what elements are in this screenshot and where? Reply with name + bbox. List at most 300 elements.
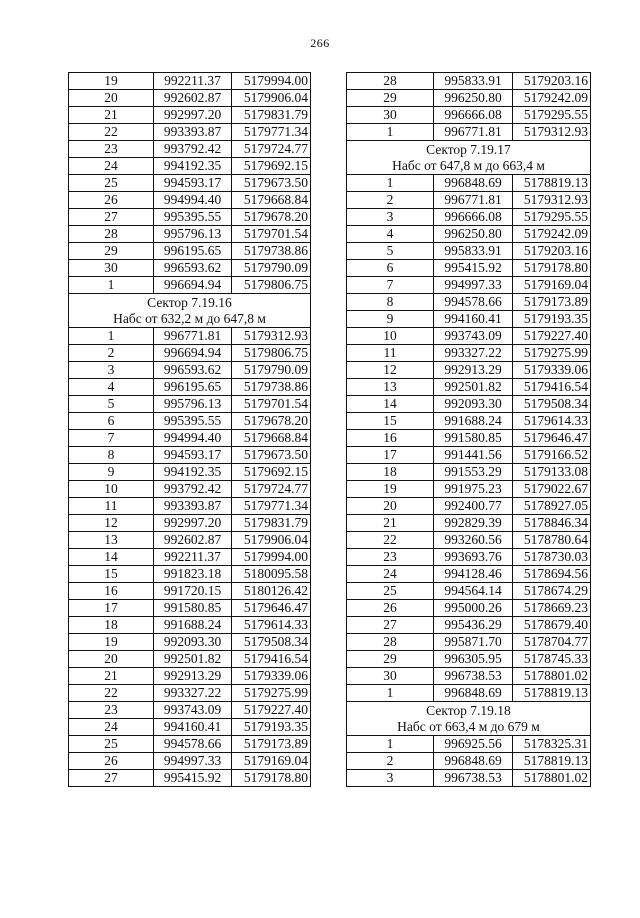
x-coordinate-cell: 992602.87 bbox=[154, 532, 232, 549]
y-coordinate-cell: 5179668.84 bbox=[232, 192, 311, 209]
x-coordinate-cell: 993743.09 bbox=[434, 328, 513, 345]
point-number-cell: 29 bbox=[347, 90, 434, 107]
y-coordinate-cell: 5179831.79 bbox=[232, 107, 311, 124]
y-coordinate-cell: 5179738.86 bbox=[232, 243, 311, 260]
x-coordinate-cell: 995436.29 bbox=[434, 617, 513, 634]
y-coordinate-cell: 5179906.04 bbox=[232, 532, 311, 549]
table-row bbox=[69, 277, 311, 294]
point-number-cell: 25 bbox=[347, 583, 434, 600]
point-number-cell: 21 bbox=[347, 515, 434, 532]
point-number-cell: 30 bbox=[69, 260, 154, 277]
point-number-cell: 6 bbox=[347, 260, 434, 277]
sector-header bbox=[69, 294, 311, 328]
y-coordinate-cell: 5179724.77 bbox=[232, 481, 311, 498]
x-coordinate-cell: 996771.81 bbox=[434, 192, 513, 209]
y-coordinate-cell: 5179295.55 bbox=[513, 209, 591, 226]
table-row bbox=[69, 379, 311, 396]
x-coordinate-cell: 995395.55 bbox=[154, 209, 232, 226]
point-number-cell: 9 bbox=[347, 311, 434, 328]
point-number-cell: 30 bbox=[347, 668, 434, 685]
y-coordinate-cell: 5178730.03 bbox=[513, 549, 591, 566]
table-row bbox=[347, 651, 591, 668]
point-number-cell: 3 bbox=[69, 362, 154, 379]
table-row bbox=[347, 736, 591, 753]
point-number-cell: 26 bbox=[69, 753, 154, 770]
x-coordinate-cell: 995833.91 bbox=[434, 73, 513, 90]
point-number-cell: 25 bbox=[69, 175, 154, 192]
y-coordinate-cell: 5179678.20 bbox=[232, 413, 311, 430]
x-coordinate-cell: 996925.56 bbox=[434, 736, 513, 753]
y-coordinate-cell: 5178927.05 bbox=[513, 498, 591, 515]
y-coordinate-cell: 5179178.80 bbox=[513, 260, 591, 277]
table-row bbox=[347, 583, 591, 600]
point-number-cell: 2 bbox=[347, 753, 434, 770]
y-coordinate-cell: 5179178.80 bbox=[232, 770, 311, 787]
table-row bbox=[69, 464, 311, 481]
table-row bbox=[69, 192, 311, 209]
y-coordinate-cell: 5179646.47 bbox=[513, 430, 591, 447]
y-coordinate-cell: 5179906.04 bbox=[232, 90, 311, 107]
point-number-cell: 1 bbox=[347, 175, 434, 192]
point-number-cell: 21 bbox=[69, 107, 154, 124]
x-coordinate-cell: 992211.37 bbox=[154, 73, 232, 90]
x-coordinate-cell: 996771.81 bbox=[154, 328, 232, 345]
x-coordinate-cell: 994994.40 bbox=[154, 430, 232, 447]
table-row bbox=[69, 702, 311, 719]
y-coordinate-cell: 5180095.58 bbox=[232, 566, 311, 583]
table-row bbox=[347, 260, 591, 277]
x-coordinate-cell: 995395.55 bbox=[154, 413, 232, 430]
x-coordinate-cell: 996771.81 bbox=[434, 124, 513, 141]
y-coordinate-cell: 5179668.84 bbox=[232, 430, 311, 447]
table-row bbox=[69, 549, 311, 566]
point-number-cell: 27 bbox=[69, 770, 154, 787]
sector-title: Сектор 7.19.16 bbox=[147, 294, 232, 310]
y-coordinate-cell: 5179416.54 bbox=[513, 379, 591, 396]
table-row bbox=[347, 396, 591, 413]
table-row bbox=[69, 124, 311, 141]
x-coordinate-cell: 991580.85 bbox=[154, 600, 232, 617]
y-coordinate-cell: 5179673.50 bbox=[232, 175, 311, 192]
point-number-cell: 14 bbox=[347, 396, 434, 413]
y-coordinate-cell: 5178745.33 bbox=[513, 651, 591, 668]
sector-header bbox=[347, 141, 591, 175]
sector-header-row bbox=[347, 702, 591, 736]
table-row bbox=[347, 753, 591, 770]
y-coordinate-cell: 5179133.08 bbox=[513, 464, 591, 481]
x-coordinate-cell: 991975.23 bbox=[434, 481, 513, 498]
y-coordinate-cell: 5178819.13 bbox=[513, 175, 591, 192]
y-coordinate-cell: 5179227.40 bbox=[232, 702, 311, 719]
table-row bbox=[69, 583, 311, 600]
table-row bbox=[69, 685, 311, 702]
point-number-cell: 10 bbox=[69, 481, 154, 498]
table-row bbox=[69, 328, 311, 345]
table-row bbox=[69, 651, 311, 668]
x-coordinate-cell: 992913.29 bbox=[434, 362, 513, 379]
sector-range: Набс от 632,2 м до 647,8 м bbox=[113, 310, 266, 326]
point-number-cell: 16 bbox=[69, 583, 154, 600]
y-coordinate-cell: 5179203.16 bbox=[513, 243, 591, 260]
y-coordinate-cell: 5179173.89 bbox=[232, 736, 311, 753]
x-coordinate-cell: 995415.92 bbox=[154, 770, 232, 787]
table-row bbox=[347, 243, 591, 260]
table-row bbox=[347, 413, 591, 430]
table-row bbox=[69, 209, 311, 226]
table-row bbox=[347, 549, 591, 566]
y-coordinate-cell: 5179724.77 bbox=[232, 141, 311, 158]
point-number-cell: 23 bbox=[347, 549, 434, 566]
x-coordinate-cell: 996694.94 bbox=[154, 345, 232, 362]
point-number-cell: 30 bbox=[347, 107, 434, 124]
y-coordinate-cell: 5179678.20 bbox=[232, 209, 311, 226]
point-number-cell: 6 bbox=[69, 413, 154, 430]
left-coordinate-table bbox=[68, 72, 311, 787]
x-coordinate-cell: 996666.08 bbox=[434, 209, 513, 226]
sector-title: Сектор 7.19.17 bbox=[426, 141, 511, 157]
x-coordinate-cell: 994192.35 bbox=[154, 464, 232, 481]
point-number-cell: 28 bbox=[347, 73, 434, 90]
x-coordinate-cell: 994160.41 bbox=[434, 311, 513, 328]
point-number-cell: 22 bbox=[69, 124, 154, 141]
x-coordinate-cell: 992829.39 bbox=[434, 515, 513, 532]
point-number-cell: 11 bbox=[69, 498, 154, 515]
table-row bbox=[69, 90, 311, 107]
point-number-cell: 26 bbox=[347, 600, 434, 617]
x-coordinate-cell: 993327.22 bbox=[154, 685, 232, 702]
y-coordinate-cell: 5179508.34 bbox=[232, 634, 311, 651]
y-coordinate-cell: 5179339.06 bbox=[513, 362, 591, 379]
point-number-cell: 26 bbox=[69, 192, 154, 209]
x-coordinate-cell: 995833.91 bbox=[434, 243, 513, 260]
table-row bbox=[69, 447, 311, 464]
table-row bbox=[347, 481, 591, 498]
x-coordinate-cell: 993792.42 bbox=[154, 481, 232, 498]
point-number-cell: 1 bbox=[347, 124, 434, 141]
sector-header bbox=[347, 702, 591, 736]
point-number-cell: 2 bbox=[69, 345, 154, 362]
sector-range: Набс от 663,4 м до 679 м bbox=[397, 718, 540, 734]
x-coordinate-cell: 994593.17 bbox=[154, 175, 232, 192]
point-number-cell: 24 bbox=[69, 158, 154, 175]
point-number-cell: 7 bbox=[347, 277, 434, 294]
y-coordinate-cell: 5179646.47 bbox=[232, 600, 311, 617]
x-coordinate-cell: 996848.69 bbox=[434, 175, 513, 192]
x-coordinate-cell: 993327.22 bbox=[434, 345, 513, 362]
x-coordinate-cell: 993743.09 bbox=[154, 702, 232, 719]
x-coordinate-cell: 995871.70 bbox=[434, 634, 513, 651]
point-number-cell: 5 bbox=[69, 396, 154, 413]
table-row bbox=[347, 73, 591, 90]
point-number-cell: 29 bbox=[347, 651, 434, 668]
table-row bbox=[347, 379, 591, 396]
y-coordinate-cell: 5178819.13 bbox=[513, 753, 591, 770]
point-number-cell: 1 bbox=[69, 328, 154, 345]
table-row bbox=[347, 464, 591, 481]
y-coordinate-cell: 5179614.33 bbox=[232, 617, 311, 634]
point-number-cell: 14 bbox=[69, 549, 154, 566]
x-coordinate-cell: 996250.80 bbox=[434, 226, 513, 243]
x-coordinate-cell: 996305.95 bbox=[434, 651, 513, 668]
x-coordinate-cell: 992501.82 bbox=[434, 379, 513, 396]
point-number-cell: 21 bbox=[69, 668, 154, 685]
y-coordinate-cell: 5179790.09 bbox=[232, 260, 311, 277]
table-row bbox=[347, 175, 591, 192]
table-row bbox=[69, 566, 311, 583]
y-coordinate-cell: 5178846.34 bbox=[513, 515, 591, 532]
table-row bbox=[347, 498, 591, 515]
x-coordinate-cell: 992602.87 bbox=[154, 90, 232, 107]
table-row bbox=[347, 192, 591, 209]
x-coordinate-cell: 994192.35 bbox=[154, 158, 232, 175]
y-coordinate-cell: 5179173.89 bbox=[513, 294, 591, 311]
y-coordinate-cell: 5179692.15 bbox=[232, 464, 311, 481]
point-number-cell: 23 bbox=[69, 702, 154, 719]
y-coordinate-cell: 5179312.93 bbox=[513, 124, 591, 141]
table-row bbox=[69, 481, 311, 498]
table-row bbox=[347, 277, 591, 294]
y-coordinate-cell: 5179416.54 bbox=[232, 651, 311, 668]
point-number-cell: 24 bbox=[347, 566, 434, 583]
x-coordinate-cell: 996738.53 bbox=[434, 668, 513, 685]
y-coordinate-cell: 5179275.99 bbox=[513, 345, 591, 362]
point-number-cell: 12 bbox=[347, 362, 434, 379]
y-coordinate-cell: 5179242.09 bbox=[513, 226, 591, 243]
x-coordinate-cell: 992913.29 bbox=[154, 668, 232, 685]
point-number-cell: 28 bbox=[347, 634, 434, 651]
point-number-cell: 1 bbox=[69, 277, 154, 294]
table-row bbox=[69, 532, 311, 549]
y-coordinate-cell: 5179994.00 bbox=[232, 549, 311, 566]
y-coordinate-cell: 5179203.16 bbox=[513, 73, 591, 90]
point-number-cell: 19 bbox=[347, 481, 434, 498]
y-coordinate-cell: 5179738.86 bbox=[232, 379, 311, 396]
point-number-cell: 22 bbox=[347, 532, 434, 549]
x-coordinate-cell: 996666.08 bbox=[434, 107, 513, 124]
y-coordinate-cell: 5179339.06 bbox=[232, 668, 311, 685]
x-coordinate-cell: 996848.69 bbox=[434, 753, 513, 770]
point-number-cell: 13 bbox=[347, 379, 434, 396]
x-coordinate-cell: 992997.20 bbox=[154, 515, 232, 532]
table-row bbox=[347, 209, 591, 226]
x-coordinate-cell: 996195.65 bbox=[154, 243, 232, 260]
y-coordinate-cell: 5179790.09 bbox=[232, 362, 311, 379]
table-row bbox=[347, 617, 591, 634]
x-coordinate-cell: 994160.41 bbox=[154, 719, 232, 736]
table-row bbox=[69, 617, 311, 634]
point-number-cell: 22 bbox=[69, 685, 154, 702]
point-number-cell: 8 bbox=[69, 447, 154, 464]
sector-range: Набс от 647,8 м до 663,4 м bbox=[392, 157, 545, 173]
y-coordinate-cell: 5179312.93 bbox=[513, 192, 591, 209]
point-number-cell: 18 bbox=[69, 617, 154, 634]
x-coordinate-cell: 991688.24 bbox=[154, 617, 232, 634]
x-coordinate-cell: 992093.30 bbox=[154, 634, 232, 651]
x-coordinate-cell: 993393.87 bbox=[154, 498, 232, 515]
table-row bbox=[69, 158, 311, 175]
x-coordinate-cell: 991580.85 bbox=[434, 430, 513, 447]
x-coordinate-cell: 991441.56 bbox=[434, 447, 513, 464]
table-row bbox=[347, 515, 591, 532]
y-coordinate-cell: 5179312.93 bbox=[232, 328, 311, 345]
x-coordinate-cell: 991688.24 bbox=[434, 413, 513, 430]
y-coordinate-cell: 5179806.75 bbox=[232, 345, 311, 362]
x-coordinate-cell: 991823.18 bbox=[154, 566, 232, 583]
table-row bbox=[347, 294, 591, 311]
point-number-cell: 7 bbox=[69, 430, 154, 447]
x-coordinate-cell: 996738.53 bbox=[434, 770, 513, 787]
y-coordinate-cell: 5179614.33 bbox=[513, 413, 591, 430]
x-coordinate-cell: 993792.42 bbox=[154, 141, 232, 158]
point-number-cell: 19 bbox=[69, 73, 154, 90]
table-row bbox=[69, 600, 311, 617]
y-coordinate-cell: 5179831.79 bbox=[232, 515, 311, 532]
x-coordinate-cell: 994593.17 bbox=[154, 447, 232, 464]
y-coordinate-cell: 5179771.34 bbox=[232, 124, 311, 141]
y-coordinate-cell: 5179994.00 bbox=[232, 73, 311, 90]
point-number-cell: 1 bbox=[347, 736, 434, 753]
x-coordinate-cell: 993693.76 bbox=[434, 549, 513, 566]
y-coordinate-cell: 5178325.31 bbox=[513, 736, 591, 753]
table-row bbox=[347, 600, 591, 617]
point-number-cell: 17 bbox=[69, 600, 154, 617]
y-coordinate-cell: 5179169.04 bbox=[513, 277, 591, 294]
point-number-cell: 20 bbox=[347, 498, 434, 515]
table-row bbox=[347, 107, 591, 124]
point-number-cell: 29 bbox=[69, 243, 154, 260]
table-row bbox=[69, 515, 311, 532]
table-row bbox=[347, 634, 591, 651]
table-row bbox=[69, 73, 311, 90]
table-row bbox=[69, 243, 311, 260]
x-coordinate-cell: 994128.46 bbox=[434, 566, 513, 583]
point-number-cell: 27 bbox=[69, 209, 154, 226]
x-coordinate-cell: 996694.94 bbox=[154, 277, 232, 294]
point-number-cell: 4 bbox=[69, 379, 154, 396]
x-coordinate-cell: 996848.69 bbox=[434, 685, 513, 702]
x-coordinate-cell: 994997.33 bbox=[154, 753, 232, 770]
table-row bbox=[69, 396, 311, 413]
table-row bbox=[69, 770, 311, 787]
point-number-cell: 28 bbox=[69, 226, 154, 243]
x-coordinate-cell: 992400.77 bbox=[434, 498, 513, 515]
y-coordinate-cell: 5178704.77 bbox=[513, 634, 591, 651]
point-number-cell: 15 bbox=[69, 566, 154, 583]
table-row bbox=[347, 90, 591, 107]
point-number-cell: 10 bbox=[347, 328, 434, 345]
y-coordinate-cell: 5179169.04 bbox=[232, 753, 311, 770]
y-coordinate-cell: 5179227.40 bbox=[513, 328, 591, 345]
point-number-cell: 23 bbox=[69, 141, 154, 158]
table-row bbox=[347, 311, 591, 328]
y-coordinate-cell: 5179806.75 bbox=[232, 277, 311, 294]
table-row bbox=[347, 685, 591, 702]
x-coordinate-cell: 995000.26 bbox=[434, 600, 513, 617]
y-coordinate-cell: 5179193.35 bbox=[513, 311, 591, 328]
y-coordinate-cell: 5179275.99 bbox=[232, 685, 311, 702]
point-number-cell: 27 bbox=[347, 617, 434, 634]
y-coordinate-cell: 5178801.02 bbox=[513, 668, 591, 685]
table-row bbox=[347, 770, 591, 787]
point-number-cell: 13 bbox=[69, 532, 154, 549]
point-number-cell: 24 bbox=[69, 719, 154, 736]
point-number-cell: 16 bbox=[347, 430, 434, 447]
point-number-cell: 8 bbox=[347, 294, 434, 311]
y-coordinate-cell: 5179295.55 bbox=[513, 107, 591, 124]
table-row bbox=[69, 753, 311, 770]
x-coordinate-cell: 994997.33 bbox=[434, 277, 513, 294]
x-coordinate-cell: 995796.13 bbox=[154, 396, 232, 413]
point-number-cell: 5 bbox=[347, 243, 434, 260]
x-coordinate-cell: 994564.14 bbox=[434, 583, 513, 600]
table-row bbox=[347, 668, 591, 685]
table-row bbox=[69, 430, 311, 447]
x-coordinate-cell: 993393.87 bbox=[154, 124, 232, 141]
y-coordinate-cell: 5179508.34 bbox=[513, 396, 591, 413]
x-coordinate-cell: 992211.37 bbox=[154, 549, 232, 566]
x-coordinate-cell: 993260.56 bbox=[434, 532, 513, 549]
table-row bbox=[69, 260, 311, 277]
x-coordinate-cell: 996593.62 bbox=[154, 362, 232, 379]
y-coordinate-cell: 5179166.52 bbox=[513, 447, 591, 464]
y-coordinate-cell: 5179771.34 bbox=[232, 498, 311, 515]
point-number-cell: 15 bbox=[347, 413, 434, 430]
y-coordinate-cell: 5178674.29 bbox=[513, 583, 591, 600]
sector-header-row bbox=[347, 141, 591, 175]
table-row bbox=[69, 107, 311, 124]
point-number-cell: 18 bbox=[347, 464, 434, 481]
x-coordinate-cell: 996593.62 bbox=[154, 260, 232, 277]
table-row bbox=[347, 566, 591, 583]
x-coordinate-cell: 995796.13 bbox=[154, 226, 232, 243]
y-coordinate-cell: 5178780.64 bbox=[513, 532, 591, 549]
point-number-cell: 19 bbox=[69, 634, 154, 651]
x-coordinate-cell: 991553.29 bbox=[434, 464, 513, 481]
point-number-cell: 20 bbox=[69, 90, 154, 107]
point-number-cell: 25 bbox=[69, 736, 154, 753]
point-number-cell: 1 bbox=[347, 685, 434, 702]
y-coordinate-cell: 5179673.50 bbox=[232, 447, 311, 464]
y-coordinate-cell: 5178801.02 bbox=[513, 770, 591, 787]
table-row bbox=[69, 345, 311, 362]
x-coordinate-cell: 996250.80 bbox=[434, 90, 513, 107]
y-coordinate-cell: 5179701.54 bbox=[232, 226, 311, 243]
right-coordinate-table bbox=[346, 72, 591, 787]
table-row bbox=[347, 362, 591, 379]
x-coordinate-cell: 992501.82 bbox=[154, 651, 232, 668]
x-coordinate-cell: 996195.65 bbox=[154, 379, 232, 396]
table-row bbox=[69, 634, 311, 651]
y-coordinate-cell: 5178694.56 bbox=[513, 566, 591, 583]
x-coordinate-cell: 994578.66 bbox=[154, 736, 232, 753]
page-number: 266 bbox=[310, 36, 330, 50]
table-row bbox=[69, 226, 311, 243]
table-row bbox=[69, 413, 311, 430]
x-coordinate-cell: 994578.66 bbox=[434, 294, 513, 311]
point-number-cell: 3 bbox=[347, 770, 434, 787]
point-number-cell: 9 bbox=[69, 464, 154, 481]
x-coordinate-cell: 991720.15 bbox=[154, 583, 232, 600]
y-coordinate-cell: 5179701.54 bbox=[232, 396, 311, 413]
x-coordinate-cell: 995415.92 bbox=[434, 260, 513, 277]
table-row bbox=[69, 141, 311, 158]
y-coordinate-cell: 5178669.23 bbox=[513, 600, 591, 617]
table-row bbox=[69, 668, 311, 685]
y-coordinate-cell: 5178819.13 bbox=[513, 685, 591, 702]
y-coordinate-cell: 5180126.42 bbox=[232, 583, 311, 600]
y-coordinate-cell: 5179692.15 bbox=[232, 158, 311, 175]
y-coordinate-cell: 5179193.35 bbox=[232, 719, 311, 736]
